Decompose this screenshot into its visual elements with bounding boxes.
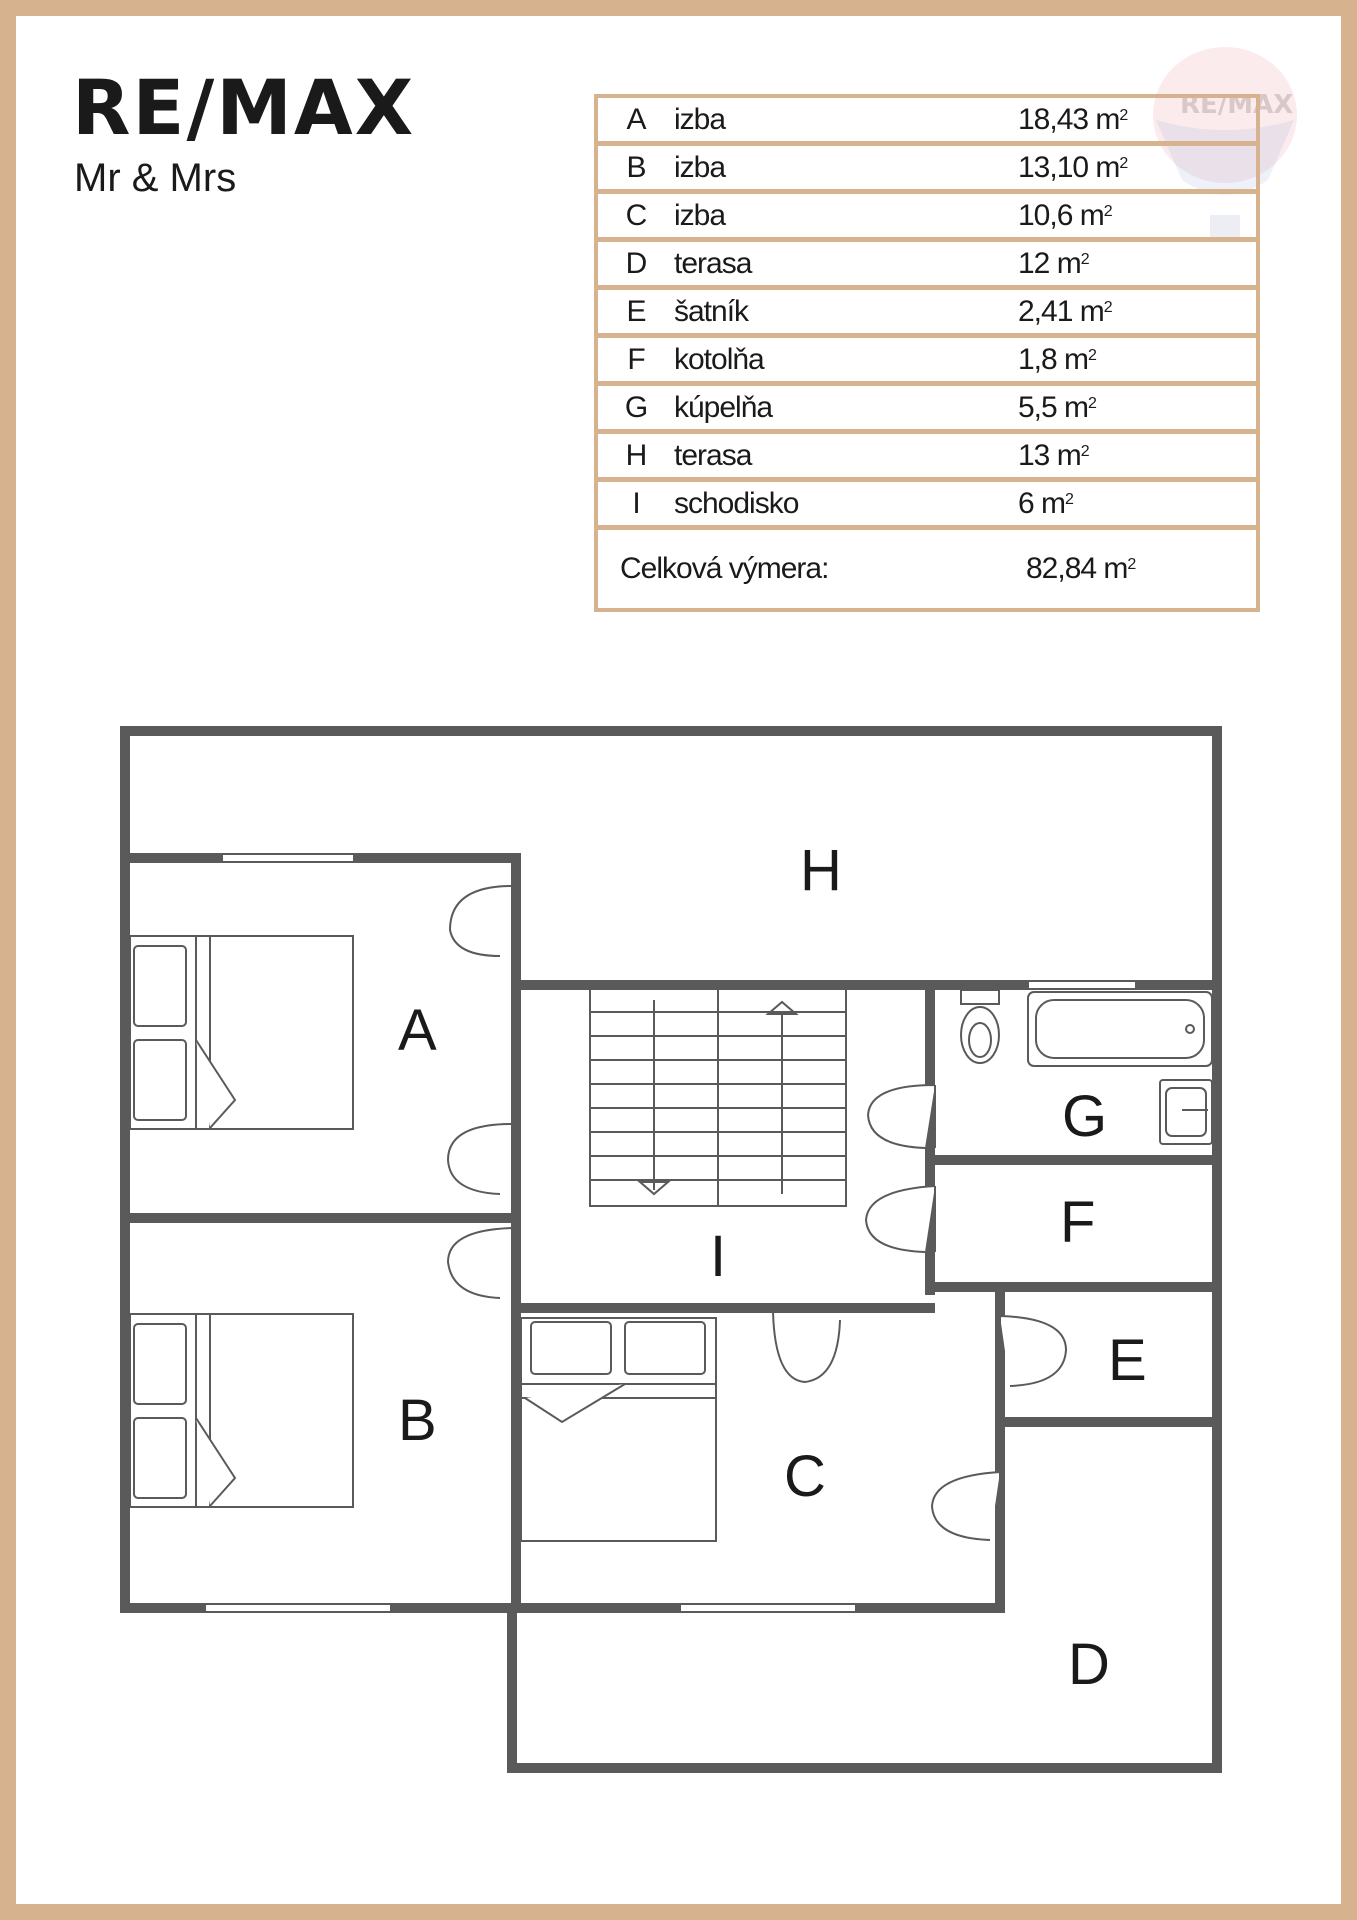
unit-sup: 2 <box>1119 154 1128 172</box>
room-name: kúpelňa <box>674 390 773 424</box>
room-letter: H <box>625 438 647 472</box>
unit-sup: 2 <box>1065 490 1073 508</box>
room-label-d: D <box>1068 1632 1110 1697</box>
room-area: 6 m <box>1018 486 1066 520</box>
room-label-g: G <box>1062 1084 1108 1149</box>
total-label: Celková výmera: <box>620 552 829 585</box>
unit-sup: 2 <box>1119 106 1128 124</box>
room-area: 12 m <box>1018 246 1081 280</box>
room-name: izba <box>674 102 726 136</box>
room-letter: D <box>625 246 647 280</box>
room-letter: F <box>627 342 645 376</box>
room-label-h: H <box>800 838 842 903</box>
room-letter: G <box>624 390 648 424</box>
staircase <box>590 988 846 1206</box>
unit-sup: 2 <box>1088 346 1096 364</box>
room-label-i: I <box>710 1224 727 1289</box>
room-area: 2,41 m <box>1018 294 1104 328</box>
room-name: izba <box>674 150 726 184</box>
room-letter: E <box>626 294 646 328</box>
room-name: kotolňa <box>674 342 764 376</box>
room-area: 10,6 m <box>1018 198 1104 232</box>
room-area: 1,8 m <box>1018 342 1089 376</box>
room-name: šatník <box>674 294 749 328</box>
unit-sup: 2 <box>1080 442 1089 460</box>
remax-logo: RE/MAX <box>72 63 416 152</box>
total-area: 82,84 m <box>1026 552 1128 585</box>
room-letter: I <box>632 486 640 520</box>
room-label-e: E <box>1108 1328 1147 1393</box>
room-name: terasa <box>674 438 752 472</box>
logo-subtitle: Mr & Mrs <box>74 156 237 200</box>
room-name: terasa <box>674 246 752 280</box>
unit-sup: 2 <box>1103 298 1112 316</box>
room-area: 13,10 m <box>1018 150 1120 184</box>
watermark-text: RE/MAX <box>1180 90 1294 120</box>
room-label-f: F <box>1060 1190 1096 1255</box>
room-area: 18,43 m <box>1018 102 1120 136</box>
room-label-a: A <box>398 998 437 1063</box>
room-name: izba <box>674 198 726 232</box>
unit-sup: 2 <box>1127 556 1136 573</box>
room-letter: B <box>626 150 646 184</box>
room-label-b: B <box>398 1388 437 1453</box>
room-letter: C <box>625 198 647 232</box>
unit-sup: 2 <box>1103 202 1112 220</box>
room-labels <box>398 838 1147 1697</box>
room-letter: A <box>626 102 646 136</box>
unit-sup: 2 <box>1080 250 1089 268</box>
unit-sup: 2 <box>1088 394 1096 412</box>
room-name: schodisko <box>674 486 799 520</box>
room-area: 5,5 m <box>1018 390 1089 424</box>
room-label-c: C <box>784 1444 826 1509</box>
room-area: 13 m <box>1018 438 1081 472</box>
